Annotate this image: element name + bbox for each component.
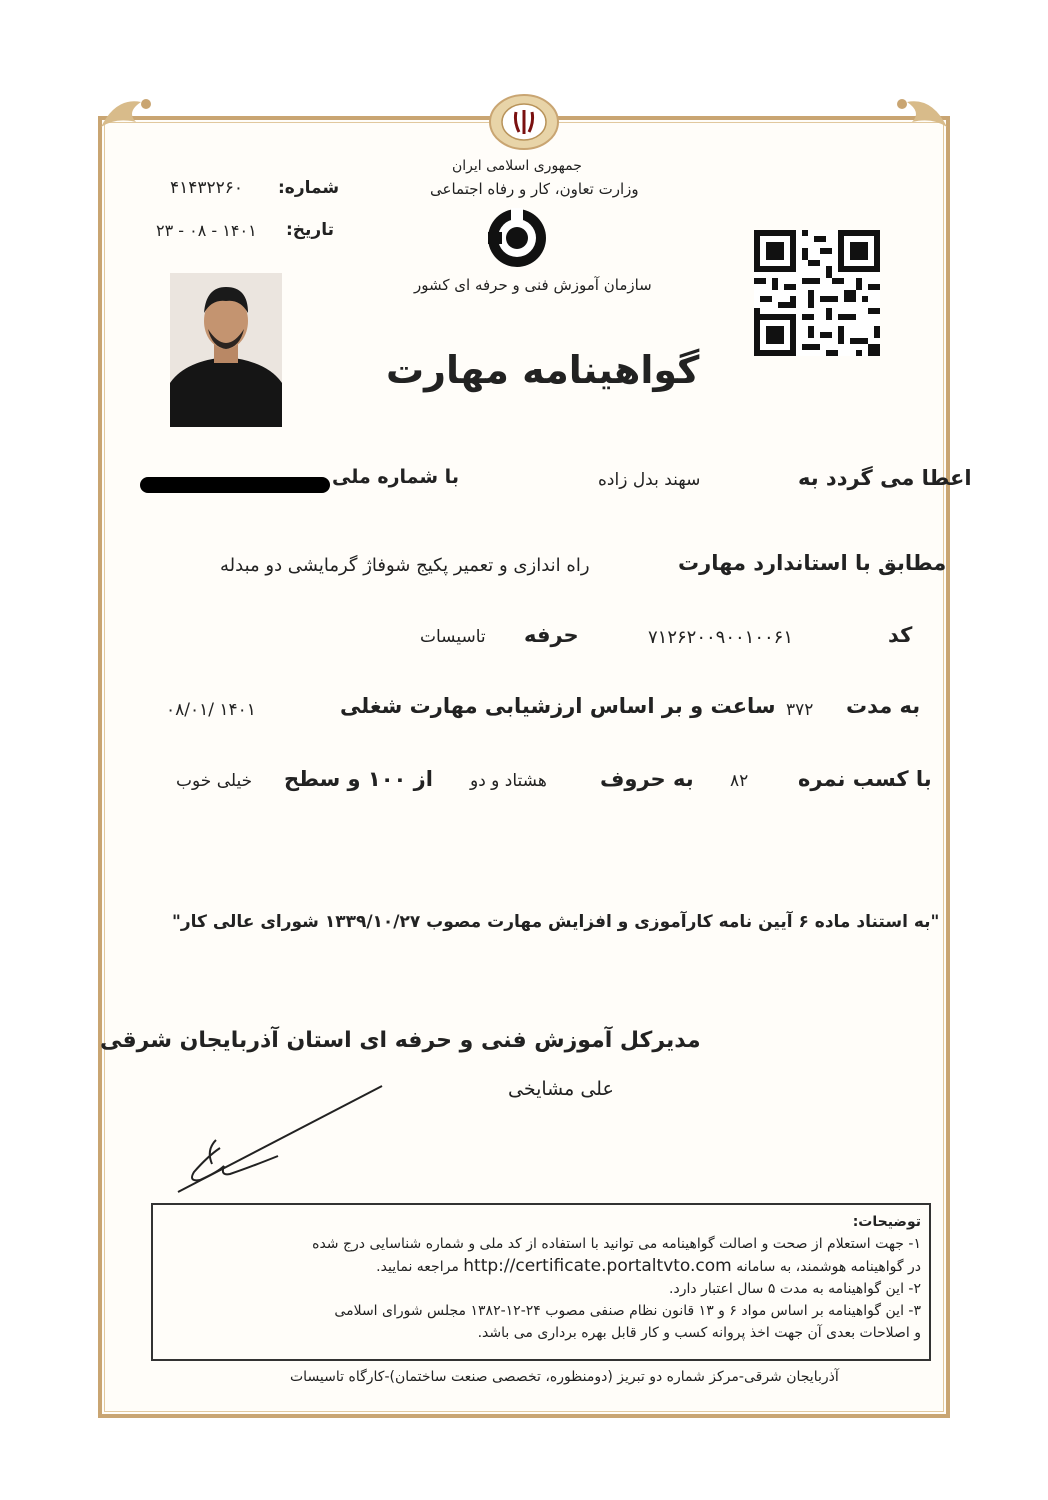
- national-id-redaction: [140, 477, 330, 493]
- signatory-title: مدیرکل آموزش فنی و حرفه ای استان آذربایجان شرقی: [100, 1028, 701, 1053]
- score-label: با کسب نمره: [798, 767, 932, 791]
- notes-line-2-prefix: در گواهینامه هوشمند، به سامانه: [736, 1259, 921, 1275]
- number-value: ۴۱۴۳۲۲۶۰: [170, 178, 244, 198]
- legal-basis: "به استناد ماده ۶ آیین نامه کارآموزی و افزایش مهارت مصوب ۱۳۳۹/۱۰/۲۷ شورای عالی کار": [172, 912, 940, 932]
- notes-line-3: ۲- این گواهینامه به مدت ۵ سال اعتبار دارد.: [669, 1281, 921, 1297]
- ministry-name: وزارت تعاون، کار و رفاه اجتماعی: [430, 180, 639, 198]
- code-value: ۷۱۲۶۲۰۰۹۰۰۱۰۰۶۱: [648, 627, 794, 648]
- date-value: ۱۴۰۱ - ۰۸ - ۲۳: [156, 221, 257, 240]
- certificate-url-link[interactable]: http://certificate.portaltvto.com: [463, 1256, 732, 1276]
- in-words-label: به حروف: [600, 767, 694, 791]
- standard-label: مطابق با استاندارد مهارت: [678, 551, 947, 575]
- trade-value: تاسیسات: [420, 627, 486, 647]
- holder-photo: [170, 273, 282, 427]
- notes-line-5: و اصلاحات بعدی آن جهت اخذ پروانه کسب و کار قابل بهره برداری می باشد.: [477, 1325, 921, 1341]
- score-value: ۸۲: [730, 771, 749, 791]
- notes-line-2: [161, 1255, 921, 1278]
- notes-box: [151, 1203, 931, 1361]
- standard-value: راه اندازی و تعمیر پکیج شوفاژ گرمایشی دو مبدله: [220, 555, 590, 576]
- organization-name: سازمان آموزش فنی و حرفه ای کشور: [414, 276, 652, 294]
- footer-text: آذربایجان شرقی-مرکز شماره دو تبریز (دومنظوره، تخصصی صنعت ساختمان)-کارگاه تاسیسات: [290, 1369, 839, 1385]
- corner-ornament-right-icon: [882, 92, 952, 132]
- code-label: کد: [888, 623, 913, 647]
- holder-name: سهند بدل زاده: [598, 470, 701, 490]
- awarded-label: اعطا می گردد به: [798, 466, 972, 490]
- of-label: از ۱۰۰ و سطح: [284, 767, 433, 791]
- number-label: شماره:: [278, 178, 340, 198]
- level-value: خیلی خوب: [176, 771, 253, 791]
- certificate-title: گواهینامه مهارت: [386, 348, 700, 392]
- iran-emblem-icon: [486, 92, 562, 152]
- corner-ornament-left-icon: [96, 92, 166, 132]
- score-words: هشتاد و دو: [470, 771, 547, 791]
- trade-label: حرفه: [524, 623, 579, 647]
- country-name: جمهوری اسلامی ایران: [452, 158, 582, 174]
- signatory-name: علی مشایخی: [508, 1078, 614, 1100]
- qr-code-icon: [754, 230, 880, 356]
- hours-label: ساعت و بر اساس ارزشیابی مهارت شغلی: [340, 694, 776, 718]
- notes-heading: توضیحات:: [852, 1214, 921, 1230]
- date-label: تاریخ:: [286, 220, 334, 240]
- signature-icon: [168, 1080, 388, 1200]
- notes-line-1: ۱- جهت استعلام از صحت و اصالت گواهینامه می توانید با استفاده از کد ملی و شماره شناسایی درج شده: [312, 1236, 921, 1252]
- assessment-date: ۱۴۰۱ /۰۸/۰۱: [166, 700, 256, 720]
- national-id-label: با شماره ملی: [332, 466, 459, 488]
- duration-label: به مدت: [846, 694, 921, 718]
- notes-line-2-suffix: مراجعه نمایید.: [376, 1259, 459, 1275]
- duration-value: ۳۷۲: [786, 700, 814, 720]
- notes-line-4: ۳- این گواهینامه بر اساس مواد ۶ و ۱۳ قانون نظام صنفی مصوب ۲۴-۱۲-۱۳۸۲ مجلس شورای اسلامی: [334, 1303, 921, 1319]
- tvto-logo-icon: [484, 206, 550, 270]
